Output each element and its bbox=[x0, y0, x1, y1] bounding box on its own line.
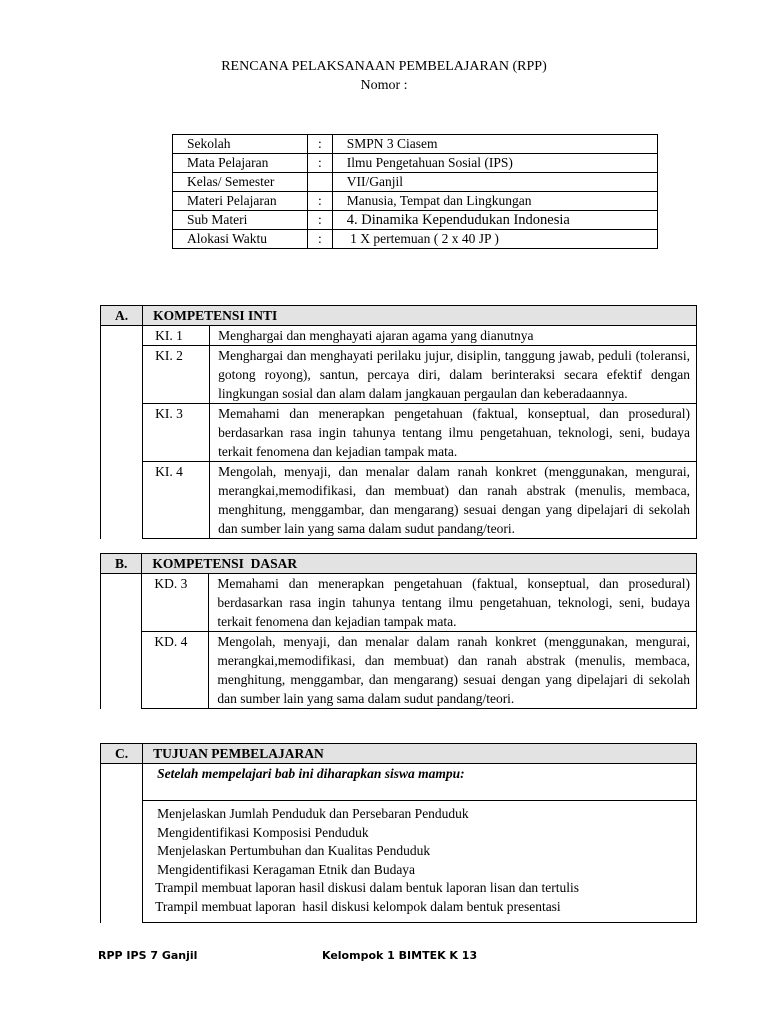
document-title: RENCANA PELAKSANAAN PEMBELAJARAN (RPP) bbox=[221, 59, 547, 74]
competency-code: KI. 4 bbox=[143, 462, 210, 539]
identity-separator: : bbox=[308, 154, 333, 173]
competency-row bbox=[101, 326, 697, 346]
competency-code: KI. 2 bbox=[143, 346, 210, 404]
section-heading: KOMPETENSI DASAR bbox=[142, 554, 697, 574]
identity-row bbox=[173, 211, 658, 230]
objective-item: Mengidentifikasi Keragaman Etnik dan Budaya bbox=[157, 861, 416, 877]
blank-cell bbox=[101, 574, 142, 709]
competency-code: KI. 1 bbox=[143, 326, 210, 346]
section-heading: KOMPETENSI INTI bbox=[143, 306, 697, 326]
objective-item: Trampil membuat laporan hasil diskusi dalam bentuk laporan lisan dan tertulis bbox=[155, 880, 580, 895]
section-header bbox=[101, 554, 697, 574]
competency-row bbox=[101, 404, 697, 462]
identity-value: 1 X pertemuan ( 2 x 40 JP ) bbox=[332, 230, 657, 249]
identity-value: VII/Ganjil bbox=[332, 173, 657, 192]
objective-item: Menjelaskan Pertumbuhan dan Kualitas Penduduk bbox=[157, 843, 431, 858]
section-kompetensi-dasar bbox=[100, 553, 697, 709]
section-kompetensi-inti bbox=[100, 305, 697, 539]
identity-row bbox=[173, 173, 658, 192]
competency-row bbox=[101, 346, 697, 404]
identity-label: Sekolah bbox=[173, 135, 308, 154]
competency-text: Mengolah, menyaji, dan menalar dalam ranah konkret (menggunakan, mengurai, merangkai,memodifikasi, dan membuat) dan ranah abstrak (menulis, membaca, menghitung, menggambar, dan mengarang) sesuai dengan yang dipelajari di sekolah dan sumber lain yang sama dalam sudut pandang/teori. bbox=[210, 462, 697, 539]
objectives-row bbox=[101, 801, 697, 923]
identity-separator: : bbox=[308, 135, 333, 154]
identity-separator: : bbox=[308, 211, 333, 230]
section-tujuan-pembelajaran bbox=[100, 743, 697, 923]
identity-value: Ilmu Pengetahuan Sosial (IPS) bbox=[332, 154, 657, 173]
competency-text: Memahami dan menerapkan pengetahuan (faktual, konseptual, dan prosedural) berdasarkan rasa ingin tahunya tentang ilmu pengetahuan, teknologi, seni, budaya terkait fenomena dan kejadian tampak mata. bbox=[210, 404, 697, 462]
identity-row bbox=[173, 192, 658, 211]
identity-value: 4. Dinamika Kependudukan Indonesia bbox=[332, 211, 657, 230]
identity-value: SMPN 3 Ciasem bbox=[332, 135, 657, 154]
competency-code: KD. 3 bbox=[142, 574, 209, 632]
competency-text: Mengolah, menyaji, dan menalar dalam ranah konkret (menggunakan, mengurai, merangkai,memodifikasi, dan membuat) dan ranah abstrak (menulis, membaca, menghitung, menggambar, dan mengarang) sesuai dengan yang dipelajari di sekolah dan sumber lain yang sama dalam sudut pandang/teori. bbox=[209, 632, 697, 709]
section-header bbox=[101, 306, 697, 326]
identity-label: Sub Materi bbox=[173, 211, 308, 230]
objective-item: Trampil membuat laporan hasil diskusi kelompok dalam bentuk presentasi bbox=[155, 898, 561, 914]
identity-separator: : bbox=[308, 192, 333, 211]
lead-row bbox=[101, 764, 697, 801]
identity-separator bbox=[308, 173, 333, 192]
identity-table bbox=[172, 134, 658, 249]
identity-row bbox=[173, 135, 658, 154]
competency-text: Menghargai dan menghayati perilaku jujur, disiplin, tanggung jawab, peduli (toleransi, gotong royong), santun, percaya diri, dalam berinteraksi secara efektif dengan lingkungan sosial dan alam dalam jangkauan pergaulan dan keberadaannya. bbox=[210, 346, 697, 404]
competency-row bbox=[101, 632, 697, 709]
footer-right: Kelompok 1 BIMTEK K 13 bbox=[322, 949, 478, 962]
identity-label: Mata Pelajaran bbox=[173, 154, 308, 173]
section-letter: B. bbox=[101, 554, 142, 574]
competency-code: KI. 3 bbox=[143, 404, 210, 462]
identity-label: Alokasi Waktu bbox=[173, 230, 308, 249]
identity-separator: : bbox=[308, 230, 333, 249]
objectives-list bbox=[143, 801, 697, 923]
identity-label: Materi Pelajaran bbox=[173, 192, 308, 211]
competency-row bbox=[101, 574, 697, 632]
footer-left: RPP IPS 7 Ganjil bbox=[98, 949, 198, 962]
blank-cell bbox=[101, 764, 143, 923]
objectives-lead: Setelah mempelajari bab ini diharapkan siswa mampu: bbox=[143, 764, 697, 801]
objective-item: Menjelaskan Jumlah Penduduk dan Persebaran Penduduk bbox=[157, 806, 469, 821]
section-letter: A. bbox=[101, 306, 143, 326]
competency-text: Memahami dan menerapkan pengetahuan (faktual, konseptual, dan prosedural) berdasarkan rasa ingin tahunya tentang ilmu pengetahuan, teknologi, seni, budaya terkait fenomena dan kejadian tampak mata. bbox=[209, 574, 697, 632]
document-number: Nomor : bbox=[360, 78, 408, 93]
competency-text: Menghargai dan menghayati ajaran agama yang dianutnya bbox=[210, 326, 697, 346]
competency-row bbox=[101, 462, 697, 539]
blank-cell bbox=[101, 326, 143, 539]
section-header bbox=[101, 744, 697, 764]
section-heading: TUJUAN PEMBELAJARAN bbox=[143, 744, 697, 764]
competency-code: KD. 4 bbox=[142, 632, 209, 709]
identity-label: Kelas/ Semester bbox=[173, 173, 308, 192]
identity-value: Manusia, Tempat dan Lingkungan bbox=[332, 192, 657, 211]
objective-item: Mengidentifikasi Komposisi Penduduk bbox=[157, 824, 369, 840]
identity-row bbox=[173, 154, 658, 173]
identity-row bbox=[173, 230, 658, 249]
section-letter: C. bbox=[101, 744, 143, 764]
